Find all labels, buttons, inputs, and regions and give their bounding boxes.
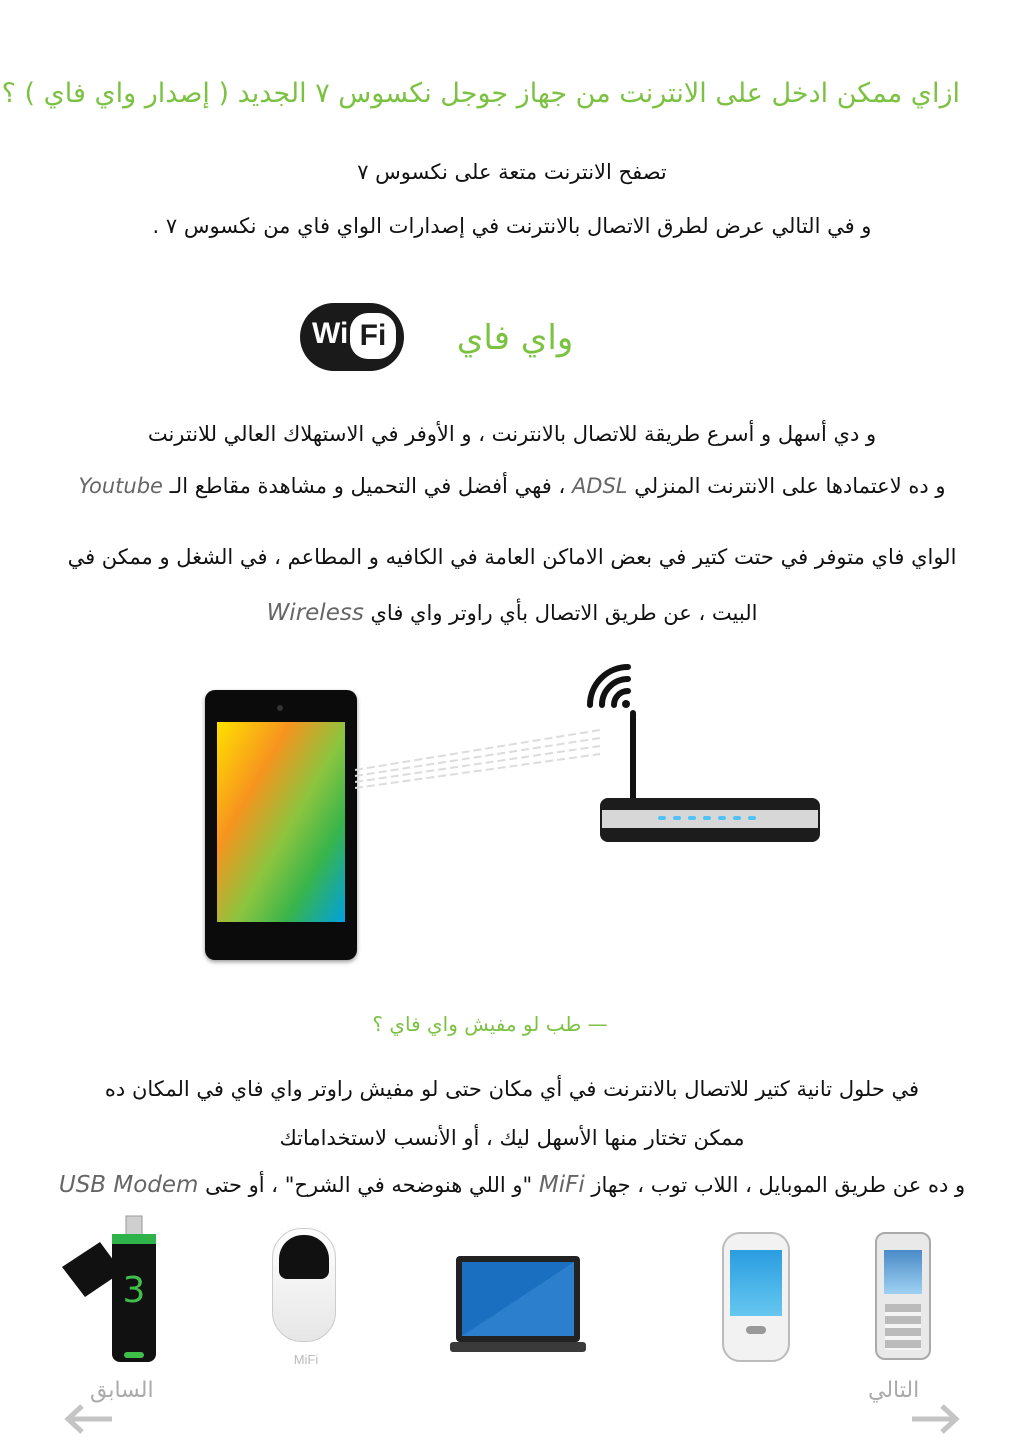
- arrow-right-icon[interactable]: [908, 1402, 962, 1436]
- wireless-term: Wireless: [266, 600, 364, 626]
- wifi-paragraph-2: [40, 474, 984, 498]
- intro-line-1: تصفح الانترنت متعة على نكسوس ٧: [357, 160, 667, 184]
- signal-lines: [355, 720, 605, 790]
- nowifi-heading: — طب لو مفيش واي فاي ؟: [372, 1012, 608, 1036]
- mifi-device-image: [272, 1228, 336, 1342]
- feature-phone-image: [875, 1232, 931, 1360]
- nowifi-paragraph-3: [40, 1172, 984, 1198]
- wifi-logo: [300, 303, 404, 371]
- intro-line-2: و في التالي عرض لطرق الاتصال بالانترنت في إصدارات الواي فاي من نكسوس ٧ .: [152, 214, 872, 238]
- usb-modem-term: USB Modem: [58, 1172, 199, 1198]
- wifi-paragraph-3: الواي فاي متوفر في حتت كتير في بعض الاماكن العامة في الكافيه و المطاعم ، في الشغل و ممكن في: [67, 545, 957, 569]
- nowifi-p3-text-2: "و اللي هنوضحه في الشرح" ، أو حتى: [205, 1173, 533, 1197]
- svg-text:3: 3: [122, 1270, 146, 1311]
- page-title: ازاي ممكن ادخل على الانترنت من جهاز جوجل نكسوس ٧ الجديد ( إصدار واي فاي ) ؟: [1, 78, 960, 109]
- wifi-p2-text: و ده لاعتمادها على الانترنت المنزلي: [634, 474, 946, 498]
- mifi-display: [279, 1235, 329, 1279]
- smartphone-image: [722, 1232, 790, 1362]
- nexus7-tablet-image: [205, 690, 357, 960]
- wifi-paragraph-1: و دي أسهل و أسرع طريقة للاتصال بالانترنت ، و الأوفر في الاستهلاك العالي للانترنت: [147, 422, 877, 446]
- wifi-heading: واي فاي: [456, 318, 574, 358]
- mifi-term: MiFi: [538, 1172, 585, 1198]
- feature-phone-screen: [884, 1250, 922, 1294]
- laptop-image: [450, 1254, 590, 1356]
- nowifi-p3-text: و ده عن طريق الموبايل ، اللاب توب ، جهاز: [591, 1173, 966, 1197]
- arrow-left-icon[interactable]: [62, 1402, 116, 1436]
- feature-phone-keypad: [885, 1304, 921, 1350]
- wifi-p2-text-2: ، فهي أفضل في التحميل و مشاهدة مقاطع الـ: [169, 474, 566, 498]
- youtube-term: Youtube: [78, 474, 163, 498]
- wifi-logo-fi: Fi: [350, 313, 396, 359]
- wifi-paragraph-4: [40, 600, 984, 626]
- nowifi-paragraph-2: ممكن تختار منها الأسهل ليك ، أو الأنسب لاستخداماتك: [279, 1126, 745, 1150]
- next-label[interactable]: التالي: [868, 1378, 920, 1403]
- wifi-router-image: [580, 660, 825, 850]
- wifi-logo-wi: Wi: [312, 317, 349, 350]
- smartphone-home-button: [746, 1326, 766, 1334]
- usb-modem-image: [60, 1212, 170, 1367]
- nowifi-paragraph-1: في حلول تانية كتير للاتصال بالانترنت في أي مكان حتى لو مفيش راوتر واي فاي في المكان ده: [104, 1077, 920, 1101]
- adsl-term: ADSL: [571, 474, 628, 498]
- smartphone-screen: [730, 1250, 782, 1316]
- wifi-p4-text: البيت ، عن طريق الاتصال بأي راوتر واي فاي: [370, 601, 758, 625]
- tablet-camera: [277, 705, 283, 711]
- tablet-screen: [217, 722, 345, 922]
- mifi-caption: MiFi: [293, 1352, 319, 1367]
- prev-label[interactable]: السابق: [90, 1378, 154, 1403]
